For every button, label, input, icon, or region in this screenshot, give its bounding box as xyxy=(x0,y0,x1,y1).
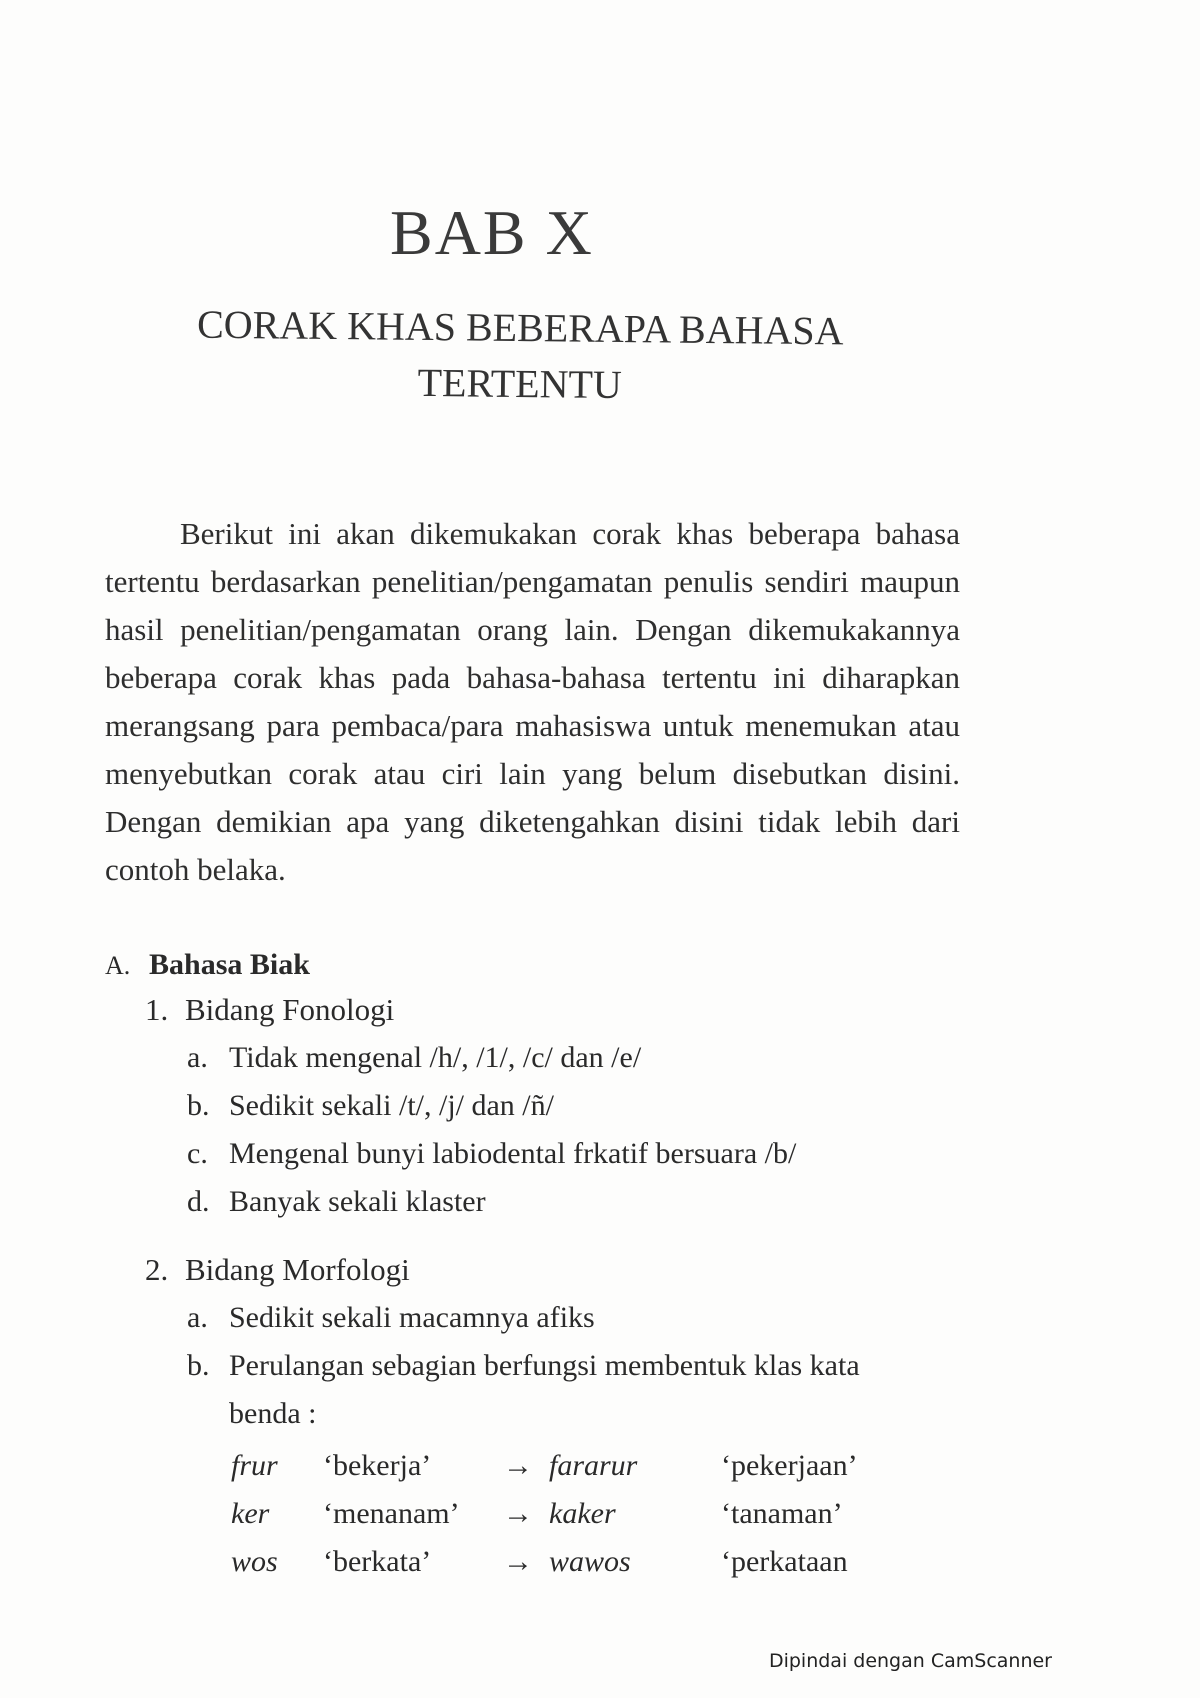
example-derived-word: wawos xyxy=(549,1545,631,1578)
scanner-watermark: Dipindai dengan CamScanner xyxy=(768,1650,1052,1672)
list-item xyxy=(187,1130,1005,1178)
item-text: Tidak mengenal /h/, /1/, /c/ dan /e/ xyxy=(229,1041,642,1074)
example-row xyxy=(231,1490,858,1538)
item-text: Mengenal bunyi labiodental frkatif bersuara /b/ xyxy=(229,1137,797,1170)
subsection-heading xyxy=(145,992,1005,1028)
chapter-number: BAB X xyxy=(390,197,594,268)
subsection-number: 1. xyxy=(145,992,169,1027)
item-text: Sedikit sekali macamnya afiks xyxy=(229,1301,595,1334)
example-derived-gloss: ‘pekerjaan’ xyxy=(721,1449,858,1482)
item-text: Perulangan sebagian berfungsi membentuk klas kata benda : xyxy=(229,1349,860,1430)
subsection-heading xyxy=(145,1252,1005,1288)
list-item xyxy=(187,1342,1005,1438)
example-derived-word: fararur xyxy=(549,1449,638,1482)
item-letter: a. xyxy=(187,1301,208,1334)
list-item xyxy=(187,1294,1005,1342)
example-row xyxy=(231,1538,858,1586)
item-letter: d. xyxy=(187,1185,210,1218)
example-derived-word: kaker xyxy=(549,1497,616,1530)
section-heading xyxy=(105,948,1005,982)
section-title: Bahasa Biak xyxy=(149,948,310,981)
arrow-icon: → xyxy=(503,1449,533,1482)
example-row xyxy=(231,1442,858,1490)
subsection-morfologi xyxy=(145,1252,1005,1586)
chapter-title-line-2: TERTENTU xyxy=(417,359,623,408)
example-word: wos xyxy=(231,1545,278,1578)
item-text: Sedikit sekali /t/, /j/ dan /ñ/ xyxy=(229,1089,554,1122)
section-bahasa-biak xyxy=(105,948,1005,1586)
intro-paragraph: Berikut ini akan dikemukakan corak khas beberapa bahasa tertentu berdasarkan penelitian/pengamatan penulis sendiri maupun hasil penelitian/pengamatan orang lain. Dengan dikemukakannya beberapa corak khas pada bahasa-bahasa tertentu ini diharapkan merangsang para pembaca/para mahasiswa untuk menemukan atau menyebutkan corak atau ciri lain yang belum disebutkan disini. Dengan demikian apa yang diketengahkan disini tidak lebih dari contoh belaka. xyxy=(105,516,960,887)
arrow-icon: → xyxy=(503,1497,533,1530)
example-word: frur xyxy=(231,1449,278,1482)
item-letter: b. xyxy=(187,1089,210,1122)
example-gloss: ‘menanam’ xyxy=(323,1497,460,1530)
chapter-title xyxy=(159,296,880,416)
section-letter: A. xyxy=(105,951,131,980)
subsection-title: Bidang Fonologi xyxy=(185,992,395,1027)
fonologi-list xyxy=(187,1034,1005,1226)
morfologi-list xyxy=(187,1294,1005,1438)
example-derived-gloss: ‘tanaman’ xyxy=(721,1497,843,1530)
reduplication-examples xyxy=(231,1442,858,1586)
item-text: Banyak sekali klaster xyxy=(229,1185,486,1218)
subsection-fonologi xyxy=(145,992,1005,1226)
subsection-number: 2. xyxy=(145,1252,169,1287)
item-letter: b. xyxy=(187,1349,210,1382)
example-gloss: ‘bekerja’ xyxy=(323,1449,432,1482)
list-item xyxy=(187,1082,1005,1130)
chapter-title-line-1: CORAK KHAS BEBERAPA BAHASA xyxy=(196,301,844,354)
subsection-title: Bidang Morfologi xyxy=(185,1252,410,1287)
list-item xyxy=(187,1178,1005,1226)
arrow-icon: → xyxy=(503,1545,533,1578)
list-item xyxy=(187,1034,1005,1082)
example-derived-gloss: ‘perkataan xyxy=(721,1545,848,1578)
example-gloss: ‘berkata’ xyxy=(323,1545,432,1578)
item-letter: c. xyxy=(187,1137,208,1170)
item-letter: a. xyxy=(187,1041,208,1074)
example-word: ker xyxy=(231,1497,270,1530)
